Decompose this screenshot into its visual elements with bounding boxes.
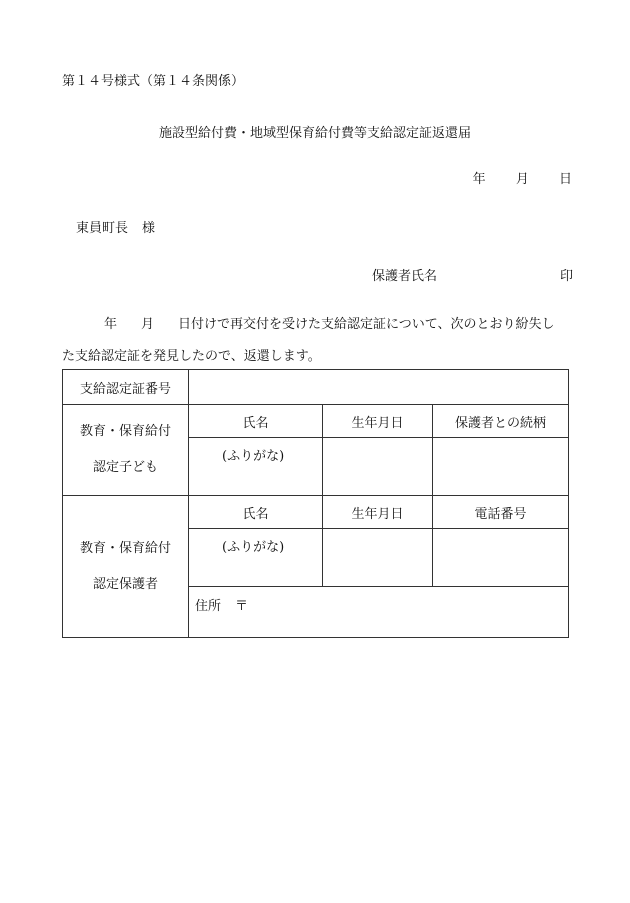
child-section-label-line1: 教育・保育給付 [79,424,171,439]
seal-mark: 印 [559,269,573,284]
addressee [76,217,155,236]
cert-number-field[interactable] [189,370,569,405]
guardian-furigana-label: (ふりがな) [222,540,285,555]
child-relation-field[interactable] [433,438,569,496]
date-year-label: 年 [472,172,486,187]
body-text-line-1 [104,313,555,332]
child-furigana-label: (ふりがな) [222,449,285,464]
child-birthdate-header: 生年月日 [323,405,433,438]
child-name-header: 氏名 [189,405,323,438]
body-text-rest: 日付けで再交付を受けた支給認定証について、次のとおり紛失し [178,317,555,332]
guardian-phone-field[interactable] [433,529,569,587]
body-text-line-2: た支給認定証を発見したので、返還します。 [62,349,321,364]
date-month-label: 月 [515,172,529,187]
date-day-label: 日 [558,172,572,187]
cert-number-label: 支給認定証番号 [63,370,189,405]
addressee-honorific: 様 [142,221,156,236]
body-month-label: 月 [141,317,155,332]
guardian-address-field[interactable] [189,587,569,638]
date-line [447,168,572,187]
certificate-return-table [62,369,569,638]
child-section-label [63,405,189,496]
child-relation-header: 保護者との続柄 [433,405,569,438]
guardian-birthdate-header: 生年月日 [323,496,433,529]
child-birthdate-field[interactable] [323,438,433,496]
address-label: 住所 [195,599,222,614]
guardian-section-label-line1: 教育・保育給付 [79,540,171,556]
addressee-name: 東員町長 [76,221,129,236]
guardian-phone-header: 電話番号 [433,496,569,529]
form-number: 第１４号様式（第１４条関係） [62,74,245,89]
child-name-field[interactable] [189,438,323,496]
child-section-label-line2: 認定子ども [92,460,158,475]
guardian-name-label: 保護者氏名 [372,269,438,284]
guardian-name-field[interactable] [189,529,323,587]
guardian-section-label [63,496,189,638]
guardian-birthdate-field[interactable] [323,529,433,587]
guardian-section-label-line2: 認定保護者 [92,576,158,592]
document-title: 施設型給付費・地域型保育給付費等支給認定証返還届 [158,126,471,141]
postal-mark: 〒 [235,599,249,614]
body-year-label: 年 [104,317,118,332]
guardian-name-header: 氏名 [189,496,323,529]
